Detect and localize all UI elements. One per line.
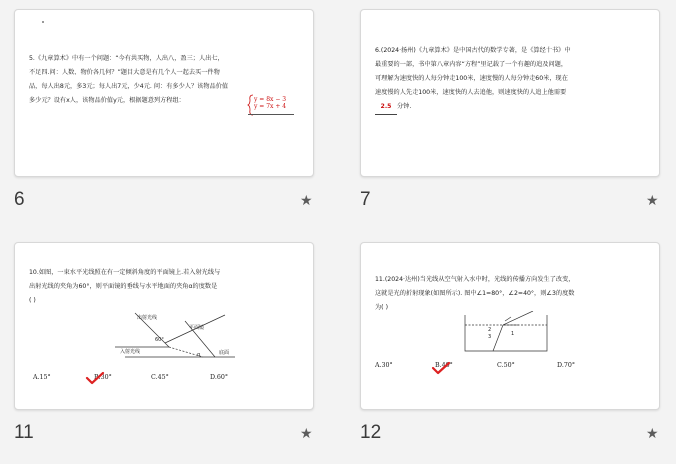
slide-number: 6 <box>14 189 25 210</box>
question-line: 出射光线的夹角为60°，则平面镜的垂线与水平地面的夹角α的度数是 <box>29 283 218 290</box>
option-c[interactable]: C.50° <box>497 362 515 369</box>
answer-blank: 2.5 <box>375 100 397 115</box>
star-icon[interactable]: ★ <box>300 193 313 209</box>
option-b[interactable]: B.30° <box>94 374 112 381</box>
question-line: 可理解为速度快的人每分钟走100米，速度慢的人每分钟走60米，现在 <box>375 75 568 82</box>
checkmark-icon <box>85 371 105 385</box>
question-line: 速度慢的人先走100米，速度快的人去追他，则速度快的人追上他需要 <box>375 89 567 96</box>
question-line: 为( ) <box>375 304 388 311</box>
figure-label: 出射光线 <box>137 315 158 321</box>
option-d[interactable]: D.70° <box>557 362 575 369</box>
checkmark-icon <box>431 361 451 375</box>
slide-number: 12 <box>360 422 382 443</box>
slide-number: 7 <box>360 189 371 210</box>
question-line: 10.如图，一束水平光线照在有一定倾斜角度的平面镜上.若入射光线与 <box>29 269 221 276</box>
mirror-figure <box>115 311 245 363</box>
slide-thumbnail-6[interactable] <box>14 9 314 177</box>
question-text <box>375 273 655 315</box>
question-line: 品，每人出8元，多3元；每人出7元，少4元. 问：有多少人？该物品价值 <box>29 83 229 90</box>
refraction-figure <box>461 311 551 355</box>
equation-line: y = 8x − 3 <box>254 96 287 103</box>
figure-label: 底面 <box>219 350 230 356</box>
question-line: 6.(2024·扬州)《九章算术》是中国古代的数学专著，是《算经十书》中 <box>375 47 571 54</box>
question-line: 最重要的一部，书中第八章内容“方程”里记载了一个有趣的追及问题， <box>375 61 568 68</box>
question-line: ( ) <box>29 297 36 304</box>
figure-label: 3 <box>488 334 492 340</box>
star-icon[interactable]: ★ <box>300 426 313 442</box>
star-icon[interactable]: ★ <box>646 193 659 209</box>
question-line: 这就是光的折射现象(如图所示). 图中∠1=80°，∠2=40°，则∠3的度数 <box>375 290 575 297</box>
figure-label: 2 <box>488 327 492 333</box>
option-d[interactable]: D.60° <box>210 374 228 381</box>
figure-label: 60° <box>155 337 164 343</box>
question-text <box>29 266 309 308</box>
question-line: 5.《九章算术》中有一个问题：“今有共买物，人出八，盈三；人出七， <box>29 55 224 62</box>
option-b[interactable]: B.40° <box>435 362 453 369</box>
star-icon[interactable]: ★ <box>646 426 659 442</box>
option-c[interactable]: C.45° <box>151 374 169 381</box>
figure-label: α <box>197 352 201 358</box>
option-a[interactable]: A.15° <box>33 374 51 381</box>
slide-thumbnail-7[interactable] <box>360 9 660 177</box>
question-line <box>375 100 655 115</box>
slide-thumbnail-12[interactable] <box>360 242 660 410</box>
answer-underline <box>248 114 294 115</box>
figure-label: 入射光线 <box>120 349 141 355</box>
equation-line: y = 7x + 4 <box>254 103 287 110</box>
question-line: 11.(2024·达州)当光线从空气射入水中时，光线的传播方向发生了改变， <box>375 276 575 283</box>
question-text <box>375 44 655 115</box>
equation-system <box>254 96 286 110</box>
option-a[interactable]: A.30° <box>375 362 393 369</box>
question-line: 多少元？设有x人，该物品价值y元，根据题意列方程组： <box>29 97 185 104</box>
question-line: 不足四.问：人数、物价各几何？”题目大意是有几个人一起去买一件物 <box>29 69 220 76</box>
figure-label: 平面镜 <box>189 325 205 331</box>
slide-thumbnail-11[interactable] <box>14 242 314 410</box>
question-line-end: 分钟. <box>397 103 412 110</box>
figure-label: 1 <box>511 331 515 337</box>
slide-number: 11 <box>14 422 34 443</box>
